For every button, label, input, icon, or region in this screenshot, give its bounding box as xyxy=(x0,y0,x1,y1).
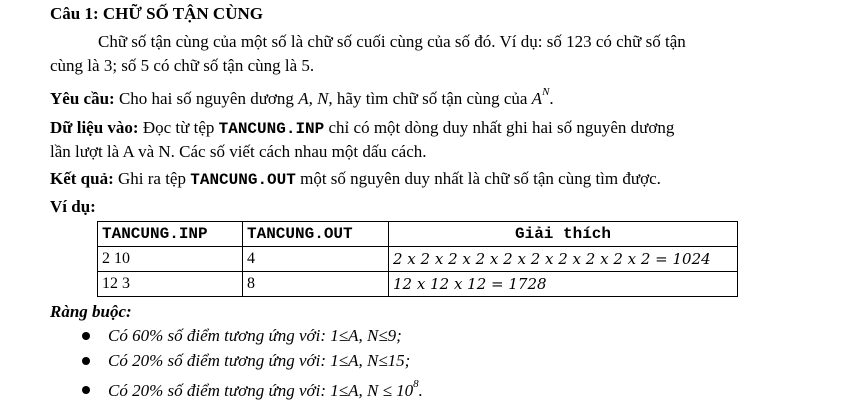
constraint-text: Có 20% số điểm tương ứng với: xyxy=(108,381,327,400)
constraint-text: Có 60% số điểm tương ứng với: xyxy=(108,326,327,345)
constraint-text: Có 20% số điểm tương ứng với: xyxy=(108,351,327,370)
header-output-file: TANCUNG.OUT xyxy=(243,222,389,247)
example-table xyxy=(97,221,738,297)
output-label: Kết quả: xyxy=(50,169,114,188)
output-line xyxy=(50,168,661,191)
requirement-text2: hãy tìm chữ số tận cùng của xyxy=(336,89,528,108)
input-line1 xyxy=(50,117,674,140)
cell-explanation: 2 x 2 x 2 x 2 x 2 x 2 x 2 x 2 x 2 x 2 = 1024 xyxy=(389,247,738,272)
requirement-base: A xyxy=(531,89,543,108)
constraint-item xyxy=(108,350,410,372)
constraint-item xyxy=(108,325,402,347)
constraint-end: . xyxy=(418,381,423,400)
input-line2: lần lượt là A và N. Các số viết cách nhau một dấu cách. xyxy=(50,142,427,161)
requirement-vars: A, N, xyxy=(298,89,333,108)
constraint-math: 1≤A, N≤9; xyxy=(330,326,402,345)
output-text2: một số nguyên duy nhất là chữ số tận cùng tìm được. xyxy=(300,169,661,188)
constraints-label: Ràng buộc: xyxy=(50,302,132,321)
table-row xyxy=(98,272,738,297)
constraint-exponent: 8 xyxy=(413,378,419,390)
bullet-icon xyxy=(82,332,90,340)
example-label: Ví dụ: xyxy=(50,197,96,216)
bullet-icon xyxy=(82,357,90,365)
output-filename: TANCUNG.OUT xyxy=(190,171,296,189)
input-text2: chỉ có một dòng duy nhất ghi hai số nguyên dương xyxy=(328,118,675,137)
cell-output: 4 xyxy=(243,247,389,272)
table-header-row xyxy=(98,222,738,247)
constraint-math: 1≤A, N ≤ 10 xyxy=(330,381,414,400)
bullet-icon xyxy=(82,386,90,394)
cell-input: 2 10 xyxy=(98,247,243,272)
header-input-file: TANCUNG.INP xyxy=(98,222,243,247)
problem-title: Câu 1: CHỮ SỐ TẬN CÙNG xyxy=(50,4,263,23)
requirement-end: . xyxy=(549,89,554,108)
cell-explanation: 12 x 12 x 12 = 1728 xyxy=(389,272,738,297)
header-explanation: Giải thích xyxy=(389,222,738,247)
intro-paragraph-line2: cùng là 3; số 5 có chữ số tận cùng là 5. xyxy=(50,56,315,75)
input-label: Dữ liệu vào: xyxy=(50,118,139,137)
input-text1: Đọc từ tệp xyxy=(142,118,215,137)
constraint-math: 1≤A, N≤15; xyxy=(330,351,411,370)
cell-input: 12 3 xyxy=(98,272,243,297)
requirement-line xyxy=(50,88,554,110)
intro-paragraph-line1: Chữ số tận cùng của một số là chữ số cuối cùng của số đó. Ví dụ: số 123 có chữ số tận xyxy=(98,32,686,51)
constraint-item xyxy=(108,380,423,402)
requirement-exponent: N xyxy=(542,86,550,98)
output-text1: Ghi ra tệp xyxy=(118,169,186,188)
input-filename: TANCUNG.INP xyxy=(218,120,325,138)
cell-output: 8 xyxy=(243,272,389,297)
requirement-text: Cho hai số nguyên dương xyxy=(118,89,294,108)
requirement-label: Yêu cầu: xyxy=(50,89,115,108)
table-row xyxy=(98,247,738,272)
